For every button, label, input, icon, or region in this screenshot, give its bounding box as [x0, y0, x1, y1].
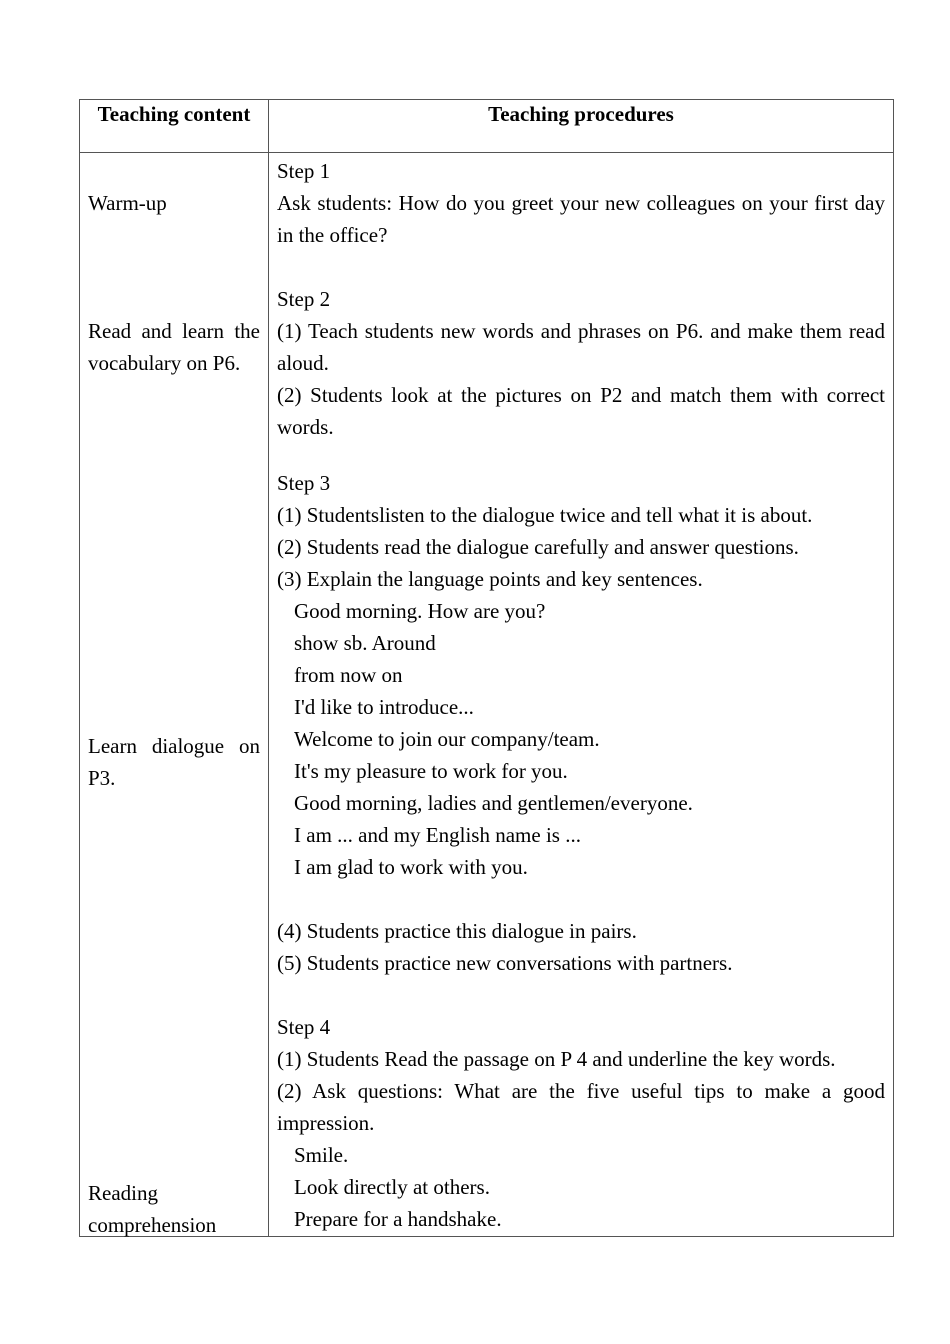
step1-title: Step 1: [277, 159, 331, 183]
step3-phrase: show sb. Around: [294, 631, 436, 655]
table-header-row: [80, 100, 893, 153]
step3-phrase: I am glad to work with you.: [294, 855, 528, 879]
step3-item3: (3) Explain the language points and key sentences.: [277, 567, 703, 591]
step4-tip: Smile.: [294, 1143, 349, 1167]
content-reading-line1: Reading: [88, 1181, 158, 1205]
header-teaching-content: Teaching content: [97, 102, 251, 126]
step2-item2: (2) Students look at the pictures on P2 and match them with correct words.: [277, 383, 885, 439]
content-dialogue: Learn dialogue on P3.: [88, 734, 260, 790]
step3-phrase: from now on: [294, 663, 403, 687]
step3-item4: (4) Students practice this dialogue in pairs.: [277, 919, 637, 943]
content-warmup: Warm-up: [88, 191, 167, 215]
step3-phrase: Good morning. How are you?: [294, 599, 546, 623]
step4-title: Step 4: [277, 1015, 331, 1039]
step3-phrase: Welcome to join our company/team.: [294, 727, 600, 751]
step4-item1: (1) Students Read the passage on P 4 and underline the key words.: [277, 1047, 836, 1071]
step3-phrase: Good morning, ladies and gentlemen/everyone.: [294, 791, 693, 815]
step2-block: [277, 283, 885, 443]
content-reading-line2: comprehension: [88, 1213, 217, 1237]
step3-phrase: I'd like to introduce...: [294, 695, 474, 719]
lesson-plan-table: [79, 99, 894, 1237]
header-teaching-procedures: Teaching procedures: [488, 102, 674, 126]
step4-block: [277, 1011, 885, 1235]
step1-block: [277, 155, 885, 251]
step3-item5: (5) Students practice new conversations with partners.: [277, 951, 733, 975]
step3-item1: (1) Studentslisten to the dialogue twice and tell what it is about.: [277, 503, 813, 527]
content-reading: [88, 1177, 260, 1241]
step4-item2: (2) Ask questions: What are the five useful tips to make a good impression.: [277, 1079, 885, 1135]
blank-line: [277, 883, 885, 915]
step3-title: Step 3: [277, 471, 331, 495]
step4-tip: Look directly at others.: [294, 1175, 490, 1199]
column-divider: [268, 100, 269, 1236]
step3-phrase: I am ... and my English name is ...: [294, 823, 581, 847]
step2-title: Step 2: [277, 287, 331, 311]
step1-text: Ask students: How do you greet your new colleagues on your first day in the office?: [277, 191, 885, 247]
step3-item2: (2) Students read the dialogue carefully and answer questions.: [277, 535, 799, 559]
content-vocabulary: Read and learn the vocabulary on P6.: [88, 319, 260, 375]
step2-item1: (1) Teach students new words and phrases on P6. and make them read aloud.: [277, 319, 885, 375]
step4-tip: Prepare for a handshake.: [294, 1207, 502, 1231]
step3-phrase: It's my pleasure to work for you.: [294, 759, 568, 783]
step3-block: [277, 467, 885, 979]
